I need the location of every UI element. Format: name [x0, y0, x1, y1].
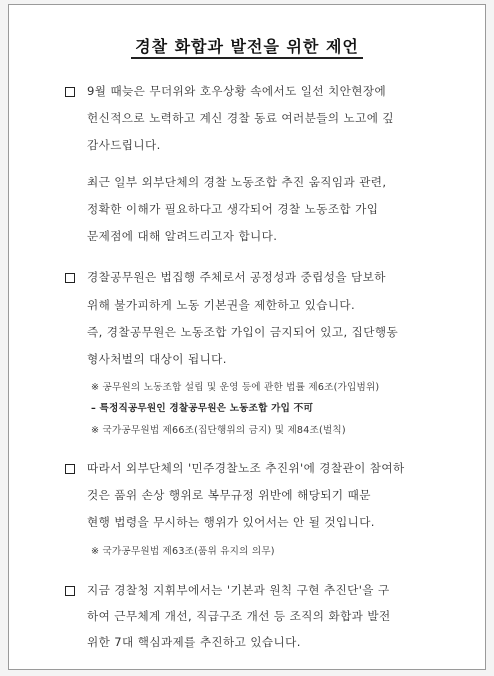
- section-3-line-2: 것은 품위 손상 행위로 복무규정 위반에 해당되기 때문: [87, 488, 371, 502]
- section-4-line-1: 지금 경찰청 지휘부에서는 '기본과 원칙 구현 추진단'을 구: [87, 583, 390, 597]
- checkbox-bullet: [65, 87, 75, 97]
- section-1-line-4: 최근 일부 외부단체의 경찰 노동조합 추진 움직임과 관련,: [87, 175, 387, 189]
- section-1-line-3: 감사드립니다.: [87, 138, 161, 152]
- checkbox-bullet: [65, 464, 75, 474]
- section-1-line-6: 문제점에 대해 알려드리고자 합니다.: [87, 229, 278, 243]
- section-3-line-3: 현행 법령을 무시하는 행위가 있어서는 안 될 것입니다.: [87, 515, 375, 529]
- document-page: [8, 4, 486, 670]
- legal-note: ※ 국가공무원법 제63조(품위 유지의 의무): [91, 546, 275, 557]
- document-title: [9, 34, 485, 57]
- section-2-line-2: 위해 불가피하게 노동 기본권을 제한하고 있습니다.: [87, 298, 356, 312]
- section-4-line-3: 위한 7대 핵심과제를 추진하고 있습니다.: [87, 635, 301, 649]
- document-title-text: 경찰 화합과 발전을 위한 제언: [131, 37, 363, 59]
- legal-note: ※ 공무원의 노동조합 설립 및 운영 등에 관한 법률 제6조(가입범위): [91, 382, 380, 393]
- section-2-line-3: 즉, 경찰공무원은 노동조합 가입이 금지되어 있고, 집단행동: [87, 325, 399, 339]
- section-1-line-1: 9월 때늦은 무더위와 호우상황 속에서도 일선 치안현장에: [87, 84, 387, 98]
- section-2-line-1: 경찰공무원은 법집행 주체로서 공정성과 중립성을 담보하: [87, 270, 386, 284]
- checkbox-bullet: [65, 273, 75, 283]
- section-1-line-5: 정확한 이해가 필요하다고 생각되어 경찰 노동조합 가입: [87, 202, 379, 216]
- legal-note: ※ 국가공무원법 제66조(집단행위의 금지) 및 제84조(벌칙): [91, 425, 346, 436]
- legal-note-detail: – 특정직공무원인 경찰공무원은 노동조합 가입 不可: [91, 403, 314, 414]
- section-2-line-4: 형사처벌의 대상이 됩니다.: [87, 352, 227, 366]
- section-4-line-2: 하여 근무체계 개선, 직급구조 개선 등 조직의 화합과 발전: [87, 609, 391, 623]
- checkbox-bullet: [65, 586, 75, 596]
- section-1-line-2: 헌신적으로 노력하고 계신 경찰 동료 여러분들의 노고에 깊: [87, 111, 394, 125]
- section-3-line-1: 따라서 외부단체의 '민주경찰노조 추진위'에 경찰관이 참여하: [87, 461, 405, 475]
